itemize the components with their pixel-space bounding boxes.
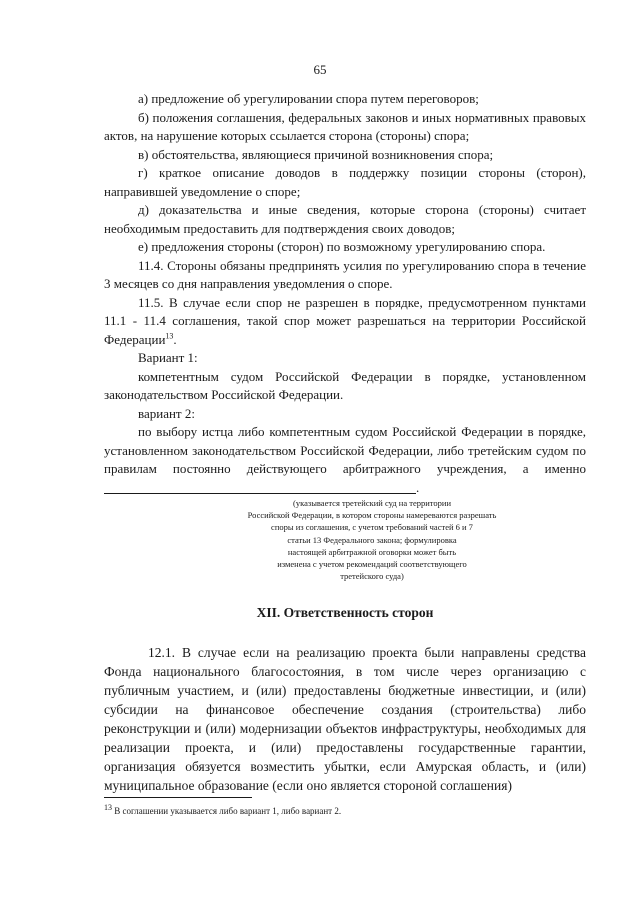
- item-b: б) положения соглашения, федеральных законов и иных нормативных правовых актов, на нарушение которых ссылается сторона (стороны) спора;: [104, 109, 586, 143]
- variant-1-label: Вариант 1:: [138, 350, 198, 365]
- footnote-text: В соглашении указывается либо вариант 1, либо вариант 2.: [114, 806, 342, 816]
- footnote: [104, 803, 342, 816]
- item-v: в) обстоятельства, являющиеся причиной возникновения спора;: [138, 146, 494, 162]
- note-line: Российской Федерации, в котором стороны намереваются разрешать: [247, 510, 497, 521]
- item-g: г) краткое описание доводов в поддержку позиции стороны (сторон), направившей уведомление о споре;: [104, 165, 586, 199]
- footnote-divider: [104, 797, 252, 798]
- variant-2-end: .: [416, 479, 420, 495]
- footnote-reference: 13: [165, 331, 174, 341]
- variant-1-text: компетентным судом Российской Федерации в порядке, установленном законодательством Российской Федерации.: [104, 368, 586, 402]
- note-line: статьи 13 Федерального закона; формулировка: [287, 534, 457, 545]
- blank-explanation-note: [222, 497, 522, 582]
- variant-2-text: [104, 423, 586, 497]
- item-d: д) доказательства и иные сведения, которые сторона (стороны) считает необходимым предоставить для подтверждения своих доводов;: [104, 202, 586, 236]
- page-number: 65: [313, 62, 327, 77]
- clause-11-5-text: 11.5. В случае если спор не разрешен в порядке, предусмотренном пунктами 11.1 - 11.4 соглашения, такой спор может разрешаться на территории Российской Федерации: [104, 294, 586, 347]
- section-title: XII. Ответственность сторон: [256, 605, 434, 621]
- fill-in-blank: [104, 481, 416, 494]
- variant-2-body: по выбору истца либо компетентным судом Российской Федерации в порядке, установленном законодательством Российской Федерации, либо третейским судом по правилам постоянно действующего арбитражного учреждения, а именно: [104, 424, 586, 476]
- note-line: (указывается третейский суд на территории: [292, 498, 451, 508]
- document-body: [104, 90, 586, 795]
- note-line: третейского суда): [340, 571, 404, 582]
- clause-12-1: 12.1. В случае если на реализацию проекта были направлены средства Фонда национального благосостояния, в том числе через организацию с публичным участием, и (или) предоставлены бюджетные инвестиции, и (или) субсидии на финансовое обеспечение создания (строительства) либо реконструкции и (или) модернизации объектов инфраструктуры, необходимых для реализации проекта, и (или) предоставлены государственные гарантии, организация обязуется возместить убытки, если Амурская область, и (или) муниципальное образование (если оно является стороной соглашения): [104, 644, 586, 793]
- footnote-number: 13: [104, 803, 112, 812]
- variant-2-label: вариант 2:: [138, 405, 195, 421]
- note-line: изменена с учетом рекомендаций соответствующего: [277, 559, 467, 570]
- item-a: а) предложение об урегулировании спора путем переговоров;: [138, 91, 479, 106]
- note-line: настоящей арбитражной оговорки может быть: [287, 546, 457, 557]
- clause-11-5: 11.5. В случае если спор не разрешен в порядке, предусмотренном пунктами 11.1 - 11.4 соглашения, такой спор может разрешаться на территории Российской Федерации$^{13}$.: [104, 294, 586, 347]
- item-e: е) предложения стороны (сторон) по возможному урегулированию спора.: [138, 239, 546, 254]
- clause-11-4: 11.4. Стороны обязаны предпринять усилия по урегулированию спора в течение 3 месяцев со дня направления уведомления о споре.: [104, 257, 586, 291]
- note-line: споры из соглашения, с учетом требований частей 6 и 7: [271, 522, 473, 533]
